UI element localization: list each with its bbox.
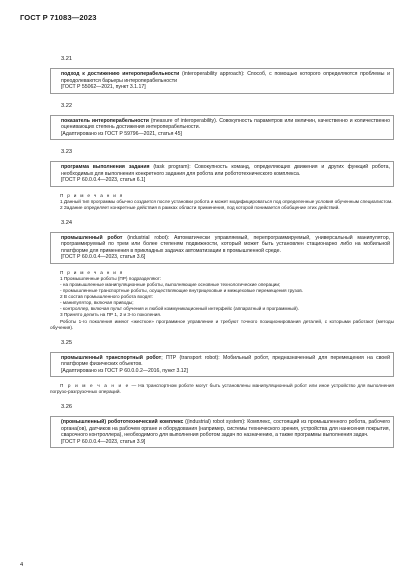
term-source: [ГОСТ Р 60.0.0.4—2023, статья 3.9] <box>61 438 146 445</box>
term-text: Комплекс, состоящий из промышленного робота, рабочего органа(ов), датчиков на рабочем органе и оборудования (например, системы технического зрения, устройства для нанесения покрытия, сварочного контроллера), необходимого для выполнения роботом задач по назначению, а также программы выполнения задач. <box>61 419 391 439</box>
term-english: (interoperability approach): <box>179 71 248 77</box>
notes-block <box>50 383 394 395</box>
term-source: [Адаптировано из ГОСТ Р 60.0.0.2—2016, пункт 3.12] <box>61 367 188 374</box>
note-item: 2 В состав промышленного робота входят: <box>60 294 154 300</box>
note-item: - контроллер, включая пульт обучения и любой коммуникационный интерфейс (аппаратный и программный). <box>60 306 300 312</box>
term-text: Совокупность команд, определяющих движения и других функций робота, необходимых для выполнения конкретного задания для робота или робототехнического комплекса. <box>61 164 390 177</box>
page-number: 4 <box>20 562 24 568</box>
term-source: [ГОСТ Р 55062—2021, пункт 3.1.17] <box>61 84 146 90</box>
entry-number: 3.23 <box>61 149 73 155</box>
entry-number: 3.21 <box>61 56 73 62</box>
term-definition <box>61 419 390 439</box>
term-source: [ГОСТ Р 60.0.0.4—2023, статья 6.1] <box>61 177 146 183</box>
note-item: - на промышленные манипуляционные роботы, выполняющие основные технологические операции; <box>60 281 281 287</box>
term-english: ; ПТР (transport robot): <box>161 354 224 361</box>
note-item: 2 Задание определяет конкретные действия в рамках области применения, под которой понимается обобщение этих действий. <box>60 204 340 210</box>
note-item: 1 Промышленные роботы (ПР) подразделяют: <box>60 275 162 281</box>
notes-block <box>50 193 394 211</box>
term-text: Автоматически управляемый, перепрограммируемый, универсальный манипулятор, программируемый по трем или более степеням подвижности, который может быть установлен стационарно либо на мобильной платформе для применения в прикладных задачах автоматизации в промышленной среде. <box>61 234 390 254</box>
notes-block <box>50 270 394 331</box>
term-entry <box>50 232 394 264</box>
term-definition <box>61 118 390 131</box>
term-entry <box>50 352 394 378</box>
note-item: - промышленные транспортные роботы, осуществляющие внутрицеховые и межцеховые перемещения грузов. <box>60 288 303 294</box>
term-definition <box>61 235 390 255</box>
term-entry <box>50 161 394 187</box>
note-item: Роботы 1-го поколения имеют «жесткое» программное управление и требуют точного позиционирования деталей, с которыми работают (методы обучения). <box>50 318 394 330</box>
document-header: ГОСТ Р 71083—2023 <box>20 13 97 22</box>
term-name: промышленный робот <box>61 234 123 241</box>
term-english: (industrial robot): <box>122 234 175 241</box>
term-entry <box>50 416 394 448</box>
entry-number: 3.26 <box>61 404 73 411</box>
note-item <box>50 383 394 395</box>
term-english: ((industrial) robot system): <box>183 419 248 426</box>
term-english: (measure of interoperability). <box>148 117 220 124</box>
entry-number: 3.25 <box>61 339 73 346</box>
term-name: (промышленный) робототехнический комплекс <box>61 419 184 426</box>
note-text: — На транспортном роботе могут быть установлены манипуляционный робот или иное устройство для выполнения погрузо-разгрузочных операций. <box>50 383 394 395</box>
notes-heading: П р и м е ч а н и я <box>60 269 124 275</box>
document-body <box>50 56 394 448</box>
term-text: Способ, с помощью которого определяются проблемы и преодолеваются барьеры интероперабельности <box>61 71 390 84</box>
term-text: Мобильный робот, предназначенный для перемещения на своей платформе физических объектов. <box>61 354 390 368</box>
note-item: 3 Принято делить на ПР 1, 2 и 3-го поколения. <box>60 312 162 318</box>
notes-heading: П р и м е ч а н и я <box>60 192 124 198</box>
term-entry <box>50 115 394 141</box>
note-item: - манипулятор, включая приводы; <box>60 300 134 306</box>
term-definition <box>61 355 390 368</box>
term-source: [ГОСТ Р 60.0.0.4—2023, статья 3.6] <box>61 254 146 261</box>
term-definition <box>61 164 390 177</box>
term-entry <box>50 68 394 94</box>
term-definition <box>61 71 390 84</box>
term-name: показатель интероперабельности <box>61 117 149 124</box>
note-item: 1 Данный тип программы обычно создается после установки робота и может модифицироваться под определенные условия обученным специалистом. <box>60 198 393 204</box>
term-name: программа выполнения задания <box>61 164 150 170</box>
entry-number: 3.24 <box>61 219 73 226</box>
term-text: Совокупность параметров или величин, качественно и количественно оценивающих степень достижения интероперабельности. <box>61 117 390 130</box>
term-name: подход к достижению интероперабельности <box>61 71 180 77</box>
term-source: [Адаптировано из ГОСТ Р 59796—2021, статья 45] <box>61 130 182 137</box>
term-name: промышленный транспортный робот <box>61 354 162 361</box>
notes-heading: П р и м е ч а н и е <box>60 383 130 389</box>
term-english: (task program): <box>149 164 195 170</box>
entry-number: 3.22 <box>61 102 73 109</box>
